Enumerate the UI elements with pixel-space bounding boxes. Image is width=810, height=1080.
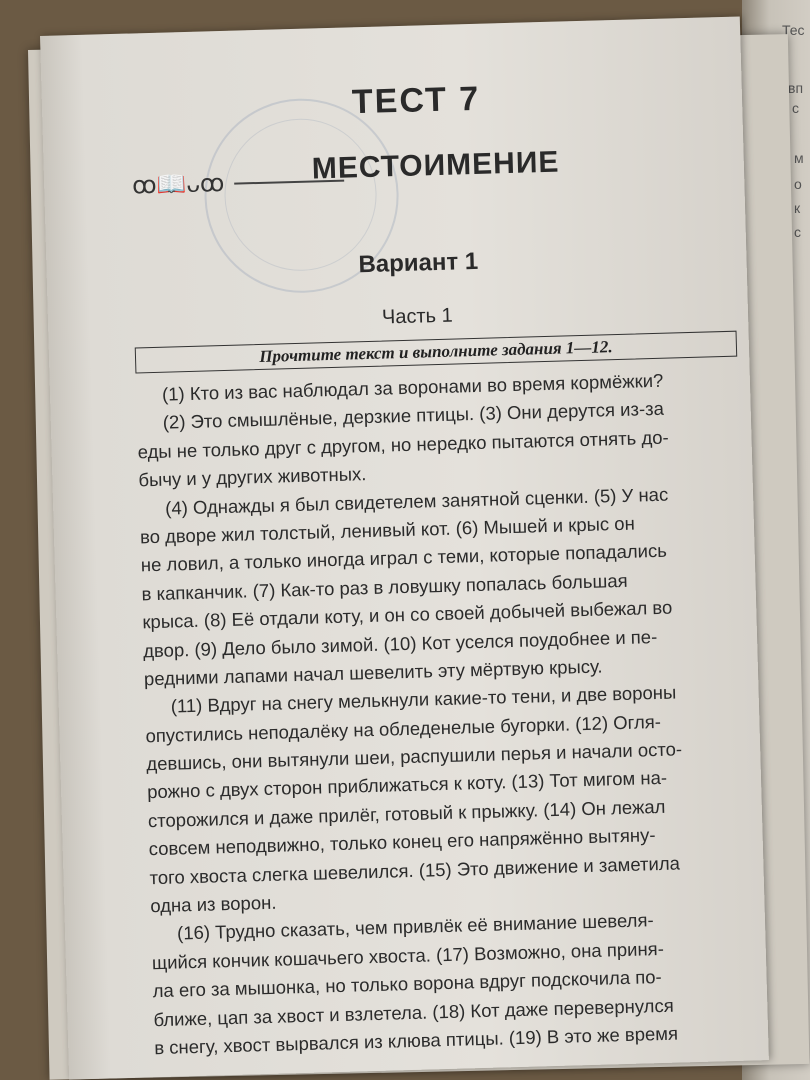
text-line: совсем неподвижно, только конец его напряжённо вытяну-	[148, 824, 656, 860]
text-line: ла его за мышонка, но только ворона вдруг подскочила по-	[152, 966, 662, 1002]
text-line: девшись, они вытянули шеи, распушили перья и начали осто-	[146, 738, 683, 775]
text-line: щийся кончик кошачьего хвоста. (17) Возможно, она приня-	[151, 937, 665, 974]
test-title: ТЕСТ 7	[351, 79, 481, 122]
text-line: рожно с двух сторон приближаться к коту. (13) Тот мигом на-	[146, 767, 668, 803]
text-line: одна из ворон.	[150, 891, 277, 917]
text-line: двор. (9) Дело было зимой. (10) Кот уселся поудобнее и пе-	[142, 625, 658, 661]
text-line: во дворе жил толстый, ленивый кот. (6) Мышей и крыс он	[139, 512, 636, 548]
book-page	[40, 16, 769, 1079]
adjacent-page-fragment: вп	[788, 80, 804, 96]
adjacent-page-fragment: Тес	[782, 22, 805, 38]
text-line: (1) Кто из вас наблюдал за воронами во время кормёжки?	[161, 369, 664, 405]
text-line: (11) Вдруг на снегу мелькнули какие-то тени, и две вороны	[170, 681, 677, 717]
text-line: (4) Однажды я был свидетелем занятной сценки. (5) У нас	[164, 483, 669, 519]
text-line: в снегу, хвост вырвался из клюва птицы. (19) В это же время	[153, 1022, 679, 1059]
adjacent-page-fragment: с	[794, 224, 801, 240]
adjacent-page-fragment: о	[794, 176, 802, 192]
part-heading: Часть 1	[381, 304, 453, 329]
text-line: опустились неподалёку на обледенелые бугорки. (12) Огля-	[145, 710, 662, 747]
text-line: того хвоста слегка шевелился. (15) Это движение и заметила	[149, 852, 681, 888]
text-line: не ловил, а только иногда играл с теми, которые попадались	[140, 540, 668, 576]
text-line: ближе, цап за хвост и взлетела. (18) Кот даже перевернулся	[153, 994, 674, 1030]
topic-heading: МЕСТОИМЕНИЕ	[311, 145, 560, 186]
text-line: (2) Это смышлёные, дерзкие птицы. (3) Они дерутся из-за	[162, 398, 665, 434]
text-line: в капканчик. (7) Как-то раз в ловушку попалась большая	[141, 569, 628, 605]
text-line: (16) Трудно сказать, чем привлёк её внимание шевеля-	[176, 909, 654, 944]
variant-heading: Вариант 1	[358, 247, 479, 279]
text-line: бычу и у других животных.	[138, 463, 367, 491]
text-body	[136, 364, 795, 1063]
text-line: еды не только друг с другом, но нередко пытаются отнять до-	[137, 426, 669, 463]
adjacent-page-fragment: с	[792, 100, 799, 116]
instruction-box: Прочтите текст и выполните задания 1—12.	[135, 331, 737, 374]
text-line: крыса. (8) Её отдали коту, и он со своей добычей выбежал во	[142, 596, 673, 633]
text-line: сторожился и даже прилёг, готовый к прыжку. (14) Он лежал	[147, 795, 666, 832]
adjacent-page-fragment: м	[794, 150, 804, 166]
adjacent-page-fragment: к	[794, 200, 801, 216]
text-line: редними лапами начал шевелить эту мёртвую крысу.	[143, 655, 603, 690]
book-ornament-icon: ꝏ📖ᴗꝏ	[131, 169, 225, 200]
